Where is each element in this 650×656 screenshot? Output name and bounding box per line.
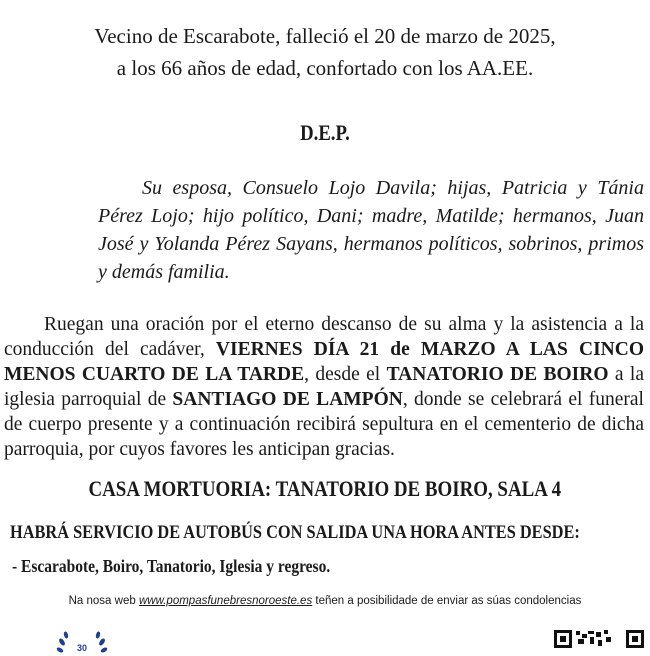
prayer-church: SANTIAGO DE LAMPÓN [172,389,403,410]
prayer-date-time: VIERNES DÍA 21 de MARZO A LAS CINCO MENOS CUARTO DE LA TARDE [4,339,645,385]
web-text-before: Na nosa web [68,595,139,607]
prayer-text-4: , donde se celebrará el funeral de cuerpo presente y a continuación recibirá sepultura en el cementerio de dicha parroquia, por cuyos favores les anticipan gracias. [4,389,644,460]
website-link[interactable]: www.pompasfunebresnoroeste.es [138,595,313,607]
prayer-origin: TANATORIO DE BOIRO [386,364,609,385]
header-line-2: a los 66 años de edad, confortado con los AA.EE. [116,56,534,80]
prayer-paragraph [4,312,644,462]
bus-service-heading: HABRÁ SERVICIO DE AUTOBÚS CON SALIDA UNA HORA ANTES DESDE: [10,522,580,543]
dep-title: D.E.P. [300,120,350,145]
bus-stops-list: - Escarabote, Boiro, Tanatorio, Iglesia y regreso. [12,556,331,576]
prayer-text-1: Ruegan una oración por el eterno descanso de su alma y la asistencia a la conducción del cadáver, [4,314,644,360]
laurel-logo-icon [52,626,112,656]
casa-mortuoria-text: CASA MORTUORIA: TANATORIO DE BOIRO, SALA 4 [88,476,562,501]
condolences-line [0,595,650,607]
qr-code-icon [552,628,648,652]
casa-mortuoria [0,476,650,502]
header-line-1: Vecino de Escarabote, falleció el 20 de marzo de 2025, [94,24,556,48]
prayer-text-2: , desde el [304,364,387,385]
web-text-after: teñen a posibilidade de enviar as súas condolencias [312,595,582,607]
logo-number: 30 [76,643,88,653]
family-paragraph: Su esposa, Consuelo Lojo Davila; hijas, Patricia y Tánia Pérez Lojo; hijo político, Dani; madre, Matilde; hermanos, Juan José y Yolanda Pérez Sayans, hermanos políticos, sobrinos, primos y demás familia. [98,177,644,283]
prayer-text-3: a la iglesia parroquial de [4,364,644,410]
